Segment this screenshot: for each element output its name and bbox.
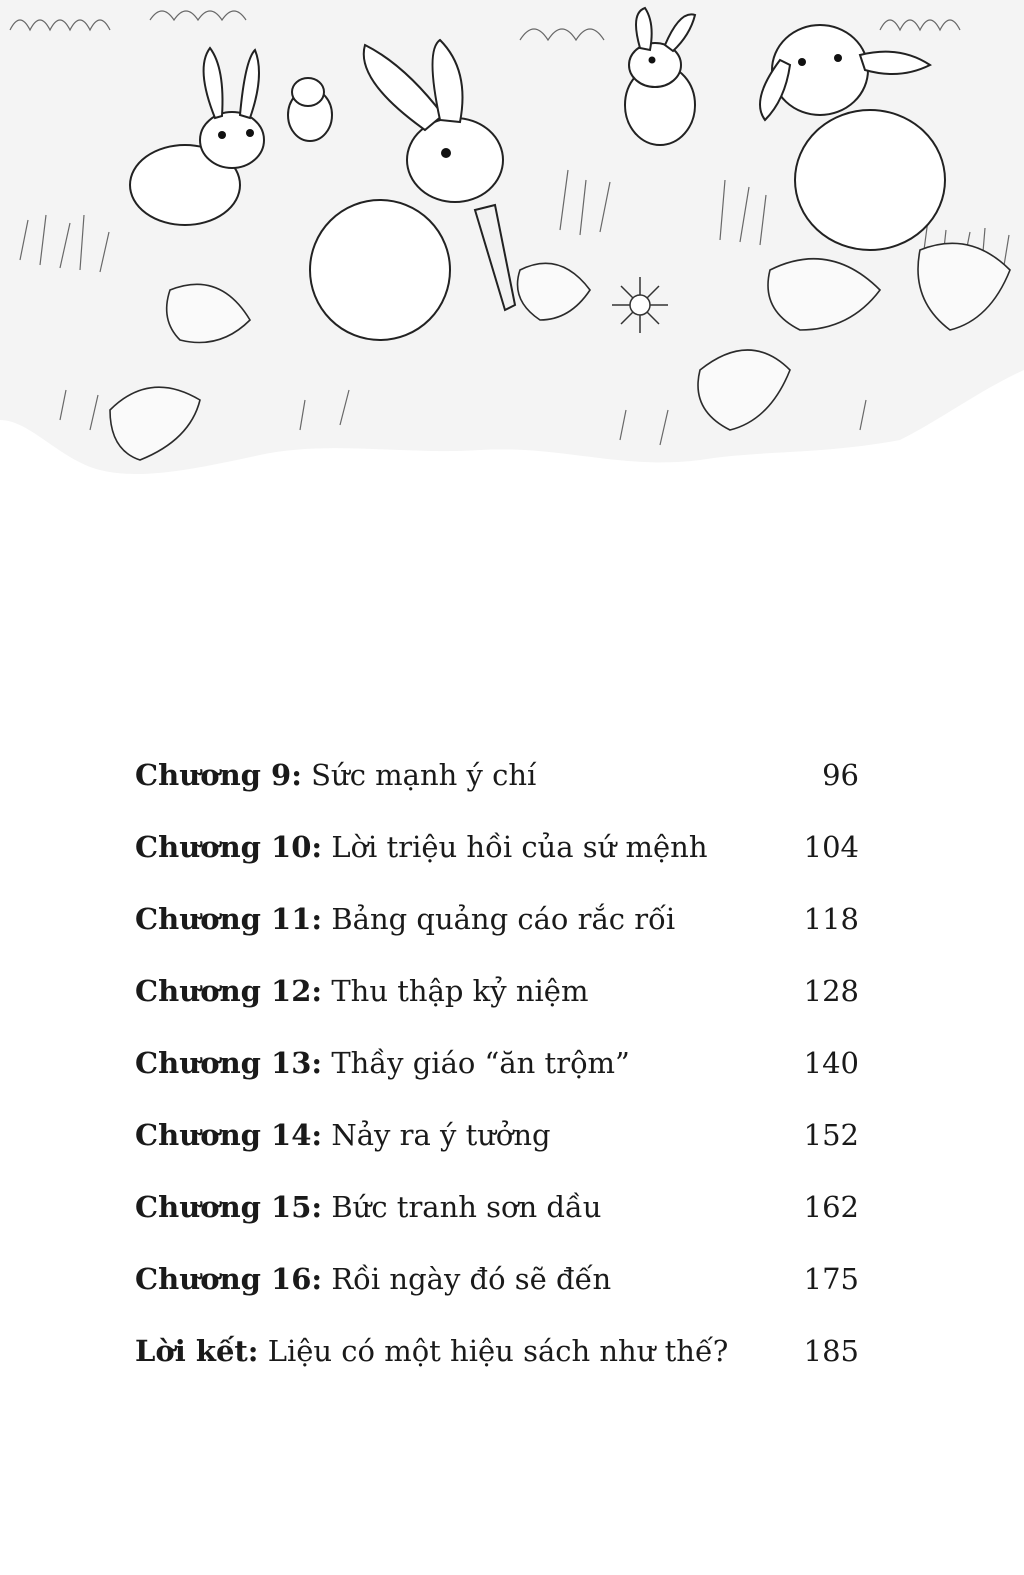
toc-entry-title: Bức tranh sơn dầu — [331, 1190, 602, 1224]
toc-entry-title: Bảng quảng cáo rắc rối — [331, 902, 676, 936]
toc-entry-title: Liệu có một hiệu sách như thế? — [267, 1334, 729, 1368]
toc-entry-label: Chương 13: — [135, 1046, 323, 1080]
toc-entry[interactable] — [135, 830, 859, 902]
toc-entry-page: 175 — [803, 1262, 859, 1296]
toc-entry-title: Lời triệu hồi của sứ mệnh — [331, 830, 708, 864]
toc-entry-title: Rồi ngày đó sẽ đến — [331, 1262, 612, 1296]
rabbits-meadow-illustration — [0, 0, 1024, 500]
toc-entry[interactable] — [135, 1334, 859, 1406]
toc-entry-title: Thu thập kỷ niệm — [331, 974, 589, 1008]
toc-entry-label: Chương 12: — [135, 974, 323, 1008]
toc-entry-title: Nảy ra ý tưởng — [331, 1118, 551, 1152]
toc-entry-page: 152 — [803, 1118, 859, 1152]
toc-entry-page: 162 — [803, 1190, 859, 1224]
table-of-contents — [135, 758, 859, 1406]
toc-entry-label: Chương 14: — [135, 1118, 323, 1152]
toc-entry-page: 118 — [803, 902, 859, 936]
toc-entry-label: Chương 15: — [135, 1190, 323, 1224]
toc-entry[interactable] — [135, 1262, 859, 1334]
toc-entry-label: Chương 11: — [135, 902, 323, 936]
toc-entry-label: Chương 9: — [135, 758, 302, 792]
toc-entry-page: 104 — [803, 830, 859, 864]
toc-entry[interactable] — [135, 758, 859, 830]
toc-entry[interactable] — [135, 1118, 859, 1190]
toc-entry-label: Lời kết: — [135, 1334, 259, 1368]
toc-entry-page: 128 — [803, 974, 859, 1008]
toc-entry-title: Thầy giáo “ăn trộm” — [331, 1046, 630, 1080]
toc-entry-page: 140 — [803, 1046, 859, 1080]
toc-entry-label: Chương 16: — [135, 1262, 323, 1296]
toc-entry-page: 96 — [822, 758, 859, 792]
toc-entry-page: 185 — [803, 1334, 859, 1368]
toc-entry[interactable] — [135, 902, 859, 974]
toc-entry[interactable] — [135, 1046, 859, 1118]
toc-entry-title: Sức mạnh ý chí — [311, 758, 537, 792]
toc-entry[interactable] — [135, 1190, 859, 1262]
toc-entry[interactable] — [135, 974, 859, 1046]
toc-entry-label: Chương 10: — [135, 830, 323, 864]
